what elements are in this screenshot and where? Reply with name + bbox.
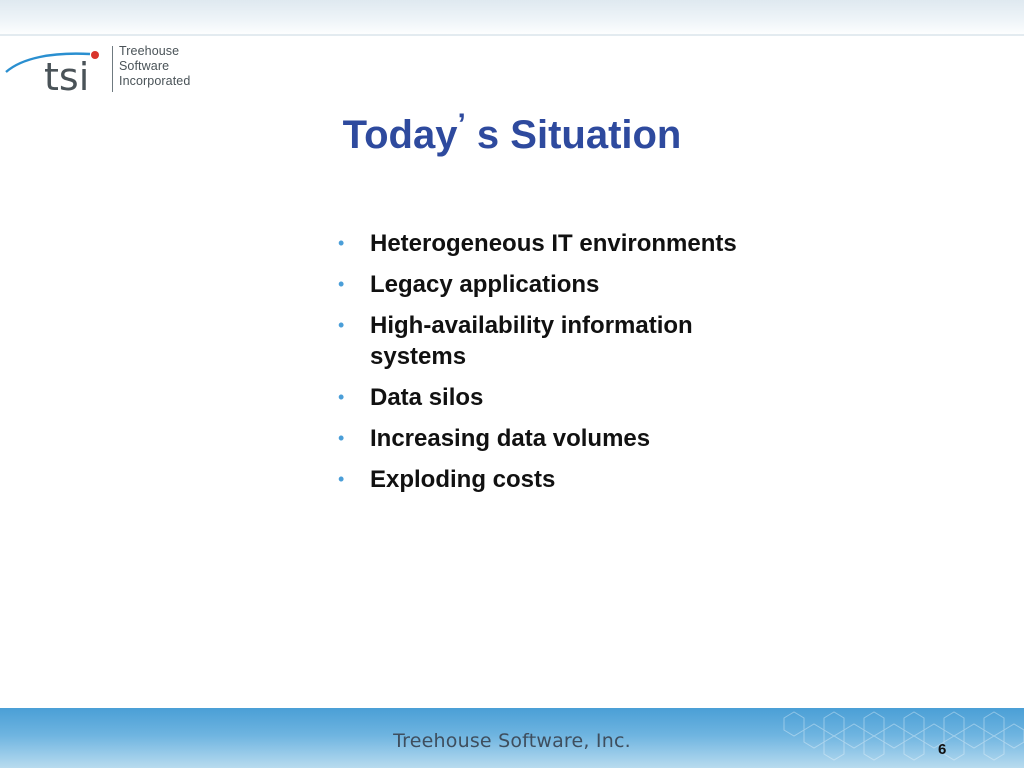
title-apostrophe: ’ <box>457 108 466 141</box>
bullet-list <box>338 228 768 505</box>
list-item <box>338 269 768 300</box>
logo-mark: tsi <box>44 55 90 98</box>
logo-line-2: Software <box>119 59 170 73</box>
list-item <box>338 423 768 454</box>
bullet-icon: • <box>338 387 345 407</box>
bullet-icon: • <box>338 469 345 489</box>
company-logo <box>4 42 204 98</box>
top-band-divider <box>0 34 1024 36</box>
tsi-logo-icon <box>4 42 114 98</box>
footer-company-name: Treehouse Software, Inc. <box>393 730 631 752</box>
bullet-icon: • <box>338 428 345 448</box>
top-band <box>0 0 1024 36</box>
bullet-icon: • <box>338 315 345 335</box>
bullet-text: Exploding costs <box>370 466 556 493</box>
title-part-2: s Situation <box>465 113 682 157</box>
list-item <box>338 382 768 413</box>
bullet-text: Data silos <box>370 384 484 411</box>
footer-band <box>0 708 1024 768</box>
list-item <box>338 228 768 259</box>
slide-title <box>0 108 1024 158</box>
bullet-icon: • <box>338 233 345 253</box>
bullet-text: Increasing data volumes <box>370 425 651 452</box>
logo-divider <box>112 46 113 92</box>
list-item <box>338 464 768 495</box>
bullet-text: High-availability information systems <box>370 312 693 370</box>
logo-line-3: Incorporated <box>119 74 191 88</box>
bullet-icon: • <box>338 274 345 294</box>
logo-dot <box>91 51 99 59</box>
title-part-1: Today <box>342 113 458 157</box>
page-number: 6 <box>938 741 947 758</box>
list-item <box>338 310 768 372</box>
bullet-text: Heterogeneous IT environments <box>370 230 737 257</box>
bullet-text: Legacy applications <box>370 271 600 298</box>
logo-text <box>119 44 190 89</box>
logo-line-1: Treehouse <box>119 44 180 58</box>
